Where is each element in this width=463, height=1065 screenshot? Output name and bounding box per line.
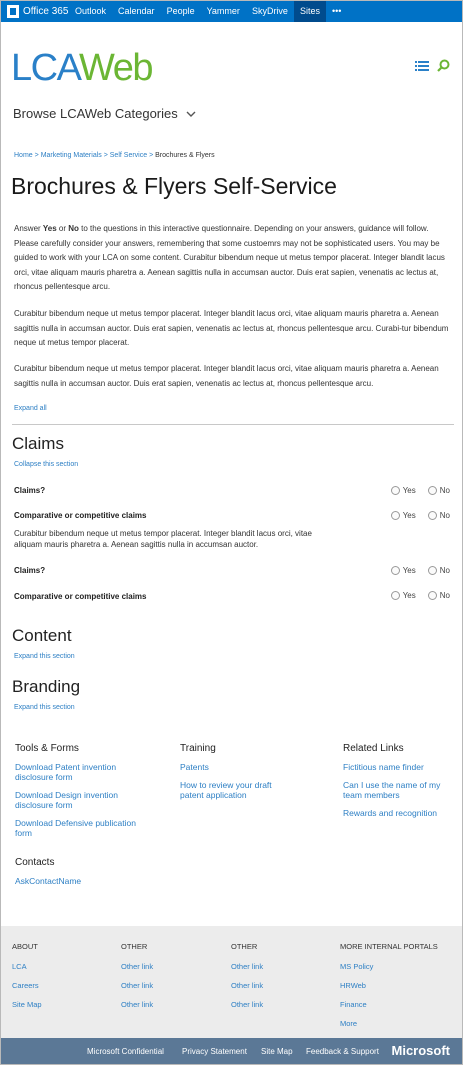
breadcrumb-separator: > — [34, 152, 39, 159]
logo-part-web: Web — [79, 47, 152, 89]
microsoft-logo: Microsoft — [391, 1043, 450, 1058]
footer-link[interactable]: Other link — [121, 1000, 154, 1009]
no-radio[interactable] — [428, 566, 437, 575]
no-radio[interactable] — [428, 591, 437, 600]
footer-heading: OTHER — [121, 942, 148, 951]
footer-column-about — [12, 942, 42, 1019]
tools-forms-column — [15, 743, 140, 846]
footer-column-other-2 — [231, 942, 263, 1019]
tools-forms-heading: Tools & Forms — [15, 743, 79, 754]
intro-or-text: or — [56, 224, 69, 233]
footer-link[interactable]: Careers — [12, 981, 39, 990]
footer-link[interactable]: Other link — [231, 1000, 264, 1009]
contacts-heading: Contacts — [15, 857, 55, 868]
expand-branding-link[interactable]: Expand this section — [14, 704, 75, 711]
intro-no-text: No — [68, 224, 79, 233]
yes-radio[interactable] — [391, 591, 400, 600]
content-section-title: Content — [12, 626, 72, 645]
breadcrumb-self-service[interactable]: Self Service — [109, 152, 148, 159]
breadcrumb-marketing-materials[interactable]: Marketing Materials — [40, 152, 102, 159]
training-heading: Training — [180, 743, 216, 754]
footer-column-other-1 — [121, 942, 153, 1019]
claims-section-title: Claims — [12, 434, 64, 453]
yes-label: Yes — [402, 486, 416, 495]
yes-no-radio-group — [391, 486, 450, 495]
suite-nav-people[interactable]: People — [166, 6, 195, 16]
suite-bar — [1, 1, 462, 22]
related-link[interactable]: Can I use the name of my team members — [343, 780, 441, 800]
training-link[interactable]: How to review your draft patent application — [180, 780, 272, 800]
intro-rest-text: to the questions in this interactive questionnaire. Depending on your answers, guidance will follow. Please carefully consider your answers, remembering that some custoemrs may not be sophisticated users. You may be guided to work with your LCA on some content. Curabitur bibendum neque ut metus tempor placerat. Integer blandit lacus orci, vitae aliquam mauris pharetra a. Aenean sagittis nulla in accumsan auctor. Duis erat sapien, venenatis ac lectus at, rhoncus pellentesque arcu. — [14, 224, 445, 291]
feedback-support-link[interactable]: Feedback & Support — [306, 1047, 379, 1056]
footer-heading: ABOUT — [12, 942, 38, 951]
contacts-column — [15, 857, 155, 894]
yes-no-radio-group — [391, 591, 450, 600]
expand-all-link[interactable]: Expand all — [14, 405, 47, 412]
footer-heading: MORE INTERNAL PORTALS — [340, 942, 438, 951]
browse-categories-label: Browse LCAWeb Categories — [13, 106, 178, 121]
page-title: Brochures & Flyers Self-Service — [11, 173, 337, 199]
suite-nav-sites[interactable]: Sites — [294, 1, 326, 22]
branding-section-title: Branding — [12, 677, 81, 696]
no-label: No — [439, 511, 450, 520]
related-links-heading: Related Links — [343, 743, 404, 754]
suite-nav-more[interactable]: ••• — [331, 6, 342, 16]
footer-link[interactable]: Other link — [121, 962, 154, 971]
no-label: No — [439, 566, 450, 575]
no-radio[interactable] — [428, 486, 437, 495]
footer-column-portals — [340, 942, 438, 1038]
yes-no-radio-group — [391, 566, 450, 575]
site-logo[interactable] — [11, 45, 152, 91]
no-radio[interactable] — [428, 511, 437, 520]
section-divider — [12, 424, 454, 425]
training-column — [180, 743, 295, 808]
question-label: Claims? — [14, 486, 46, 495]
yes-radio[interactable] — [391, 511, 400, 520]
yes-radio[interactable] — [391, 566, 400, 575]
chevron-down-icon — [186, 111, 196, 118]
footer-link[interactable]: Other link — [231, 962, 264, 971]
breadcrumb — [14, 152, 215, 159]
yes-label: Yes — [402, 566, 416, 575]
question-label: Claims? — [14, 566, 46, 575]
no-label: No — [439, 486, 450, 495]
suite-nav-calendar[interactable]: Calendar — [118, 6, 155, 16]
header-icons — [415, 59, 450, 77]
related-links-column — [343, 743, 455, 826]
footer-link[interactable]: More — [340, 1019, 358, 1028]
question-label: Comparative or competitive claims — [14, 592, 147, 601]
breadcrumb-separator: > — [103, 152, 108, 159]
body-paragraph-2: Curabitur bibendum neque ut metus tempor placerat. Integer blandit lacus orci, vitae aliquam mauris pharetra a. Aenean sagittis nulla in accumsan auctor. Duis erat sapien, venenatis ac lectus at, rhoncus pellentesque arcu. Curabi-tur bibendum neque ut metus tempor placerat. — [14, 309, 449, 347]
collapse-claims-link[interactable]: Collapse this section — [14, 461, 79, 468]
intro-answer-text: Answer — [14, 224, 43, 233]
yes-label: Yes — [402, 591, 416, 600]
search-icon[interactable] — [437, 59, 450, 77]
logo-part-lca: LCA — [11, 47, 80, 89]
intro-paragraph — [14, 222, 452, 295]
privacy-statement-link[interactable]: Privacy Statement — [182, 1047, 247, 1056]
suite-nav-yammer[interactable]: Yammer — [206, 6, 240, 16]
site-footer — [1, 926, 462, 1038]
no-label: No — [439, 591, 450, 600]
browse-categories-dropdown[interactable] — [13, 106, 196, 121]
suite-nav-skydrive[interactable]: SkyDrive — [251, 6, 288, 16]
tools-link[interactable]: Download Design invention disclosure form — [15, 790, 119, 810]
footer-link[interactable]: MS Policy — [340, 962, 374, 971]
tools-link[interactable]: Download Patent invention disclosure form — [15, 762, 117, 782]
bottom-bar — [1, 1038, 462, 1064]
question-label: Comparative or competitive claims — [14, 511, 147, 520]
contact-link[interactable]: AskContactName — [15, 876, 82, 886]
footer-link[interactable]: LCA — [12, 962, 27, 971]
expand-content-link[interactable]: Expand this section — [14, 653, 75, 660]
office-logo-icon — [7, 5, 19, 18]
footer-heading: OTHER — [231, 942, 258, 951]
breadcrumb-current: Brochures & Flyers — [155, 152, 215, 159]
breadcrumb-separator: > — [149, 152, 154, 159]
intro-yes-text: Yes — [42, 224, 57, 233]
training-link[interactable]: Patents — [180, 762, 209, 772]
footer-link[interactable]: Other link — [121, 981, 154, 990]
microsoft-confidential-label: Microsoft Confidential — [87, 1047, 164, 1056]
footer-link[interactable]: HRWeb — [340, 981, 366, 990]
related-link[interactable]: Fictitious name finder — [343, 762, 424, 772]
tools-link[interactable]: Download Defensive publication form — [15, 818, 136, 838]
yes-label: Yes — [402, 511, 416, 520]
footer-link[interactable]: Site Map — [12, 1000, 42, 1009]
suite-nav — [69, 1, 347, 22]
body-paragraph-3: Curabitur bibendum neque ut metus tempor placerat. Integer blandit lacus orci, vitae aliquam mauris pharetra a. Aenean sagittis nulla in accumsan auctor. Duis erat sapien, venenatis ac lectus at, rhoncus pellentesque arcu. — [14, 364, 439, 388]
related-link[interactable]: Rewards and recognition — [343, 808, 438, 818]
office365-label: Office 365 — [23, 6, 69, 17]
yes-radio[interactable] — [391, 486, 400, 495]
list-icon[interactable] — [415, 59, 429, 77]
office365-brand[interactable] — [7, 1, 68, 22]
footer-link[interactable]: Other link — [231, 981, 264, 990]
yes-no-radio-group — [391, 511, 450, 520]
question-help-text: Curabitur bibendum neque ut metus tempor placerat. Integer blandit lacus orci, vitae aliquam mauris pharetra a. Aenean sagittis nulla in accumsan auctor. — [14, 529, 312, 549]
suite-nav-outlook[interactable]: Outlook — [75, 6, 107, 16]
breadcrumb-home[interactable]: Home — [14, 152, 33, 159]
site-map-link[interactable]: Site Map — [261, 1047, 293, 1056]
footer-link[interactable]: Finance — [340, 1000, 367, 1009]
